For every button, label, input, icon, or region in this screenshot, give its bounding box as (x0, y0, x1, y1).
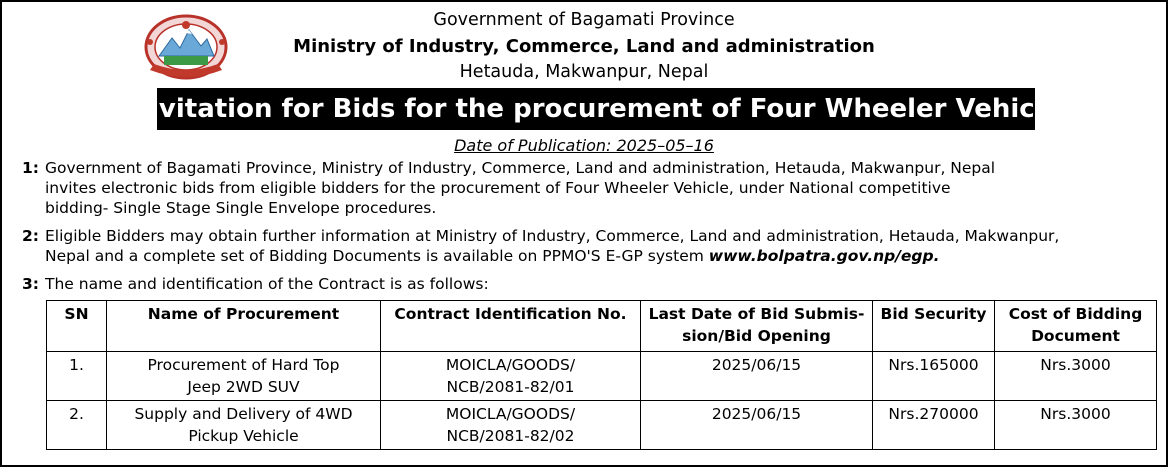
paragraph-number: 2: (22, 227, 39, 245)
contract-table (46, 300, 1157, 450)
cell-last-date: 2025/06/15 (641, 401, 873, 450)
cell-id-line1: MOICLA/GOODS/ (445, 356, 576, 374)
paragraph-line: bidding- Single Stage Single Envelope procedures. (45, 199, 437, 217)
paragraph-line: Government of Bagamati Province, Ministry of Industry, Commerce, Land and administration, Hetauda, Makwanpur, Nepal (45, 159, 996, 177)
cell-bid-security: Nrs.165000 (873, 352, 995, 401)
egp-link[interactable]: www.bolpatra.gov.np/egp. (708, 247, 940, 265)
header-last-date-line1: Last Date of Bid Submis- (648, 305, 865, 323)
paragraph-line: invites electronic bids from eligible bidders for the procurement of Four Wheeler Vehicle, under National competitive (45, 179, 951, 197)
paragraph-text: Nepal and a complete set of Bidding Documents is available on PPMO'S E-GP system (45, 247, 709, 265)
header-location: Hetauda, Makwanpur, Nepal (459, 62, 709, 82)
cell-id-line1: MOICLA/GOODS/ (445, 405, 576, 423)
header-cost-line1: Cost of Bidding (1008, 305, 1143, 323)
cell-name (107, 401, 381, 450)
cell-name-line1: Procurement of Hard Top (147, 356, 340, 374)
header-last-date (641, 301, 873, 352)
table-row (47, 352, 1157, 401)
cell-cost: Nrs.3000 (995, 352, 1157, 401)
paragraph-line: The name and identification of the Contract is as follows: (45, 275, 489, 293)
cell-contract-id (381, 352, 641, 401)
cell-name-line2: Pickup Vehicle (188, 427, 299, 445)
paragraph-number: 3: (22, 275, 39, 293)
paragraph-1 (22, 158, 1156, 218)
header-cost-line2: Document (1031, 327, 1120, 345)
cell-name (107, 352, 381, 401)
cell-name-line2: Jeep 2WD SUV (187, 378, 300, 396)
cell-name-line1: Supply and Delivery of 4WD (134, 405, 353, 423)
cell-sn: 2. (47, 401, 107, 450)
header-ministry: Ministry of Industry, Commerce, Land and administration (293, 36, 875, 57)
cell-id-line2: NCB/2081-82/01 (446, 378, 575, 396)
header-last-date-line2: sion/Bid Opening (682, 327, 831, 345)
cell-id-line2: NCB/2081-82/02 (446, 427, 575, 445)
paragraph-number: 1: (22, 159, 39, 177)
header-sn: SN (47, 301, 107, 352)
cell-bid-security: Nrs.270000 (873, 401, 995, 450)
cell-last-date: 2025/06/15 (641, 352, 873, 401)
table-row (47, 401, 1157, 450)
paragraph-3 (22, 274, 1156, 294)
cell-contract-id (381, 401, 641, 450)
notice-title-banner: Invitation for Bids for the procurement of Four Wheeler Vehicle (157, 88, 1035, 130)
paragraph-2 (22, 226, 1156, 266)
header-bid-security: Bid Security (873, 301, 995, 352)
cell-cost: Nrs.3000 (995, 401, 1157, 450)
paragraph-line: Eligible Bidders may obtain further information at Ministry of Industry, Commerce, Land and administration, Hetauda, Makwanpur, (45, 227, 1060, 245)
header-contract-id: Contract Identification No. (381, 301, 641, 352)
header-government: Government of Bagamati Province (433, 10, 735, 30)
paragraph-line (22, 246, 1156, 266)
cell-sn: 1. (47, 352, 107, 401)
header-cost (995, 301, 1157, 352)
publication-date: Date of Publication: 2025–05–16 (454, 136, 714, 155)
header-name: Name of Procurement (107, 301, 381, 352)
table-header-row (47, 301, 1157, 352)
